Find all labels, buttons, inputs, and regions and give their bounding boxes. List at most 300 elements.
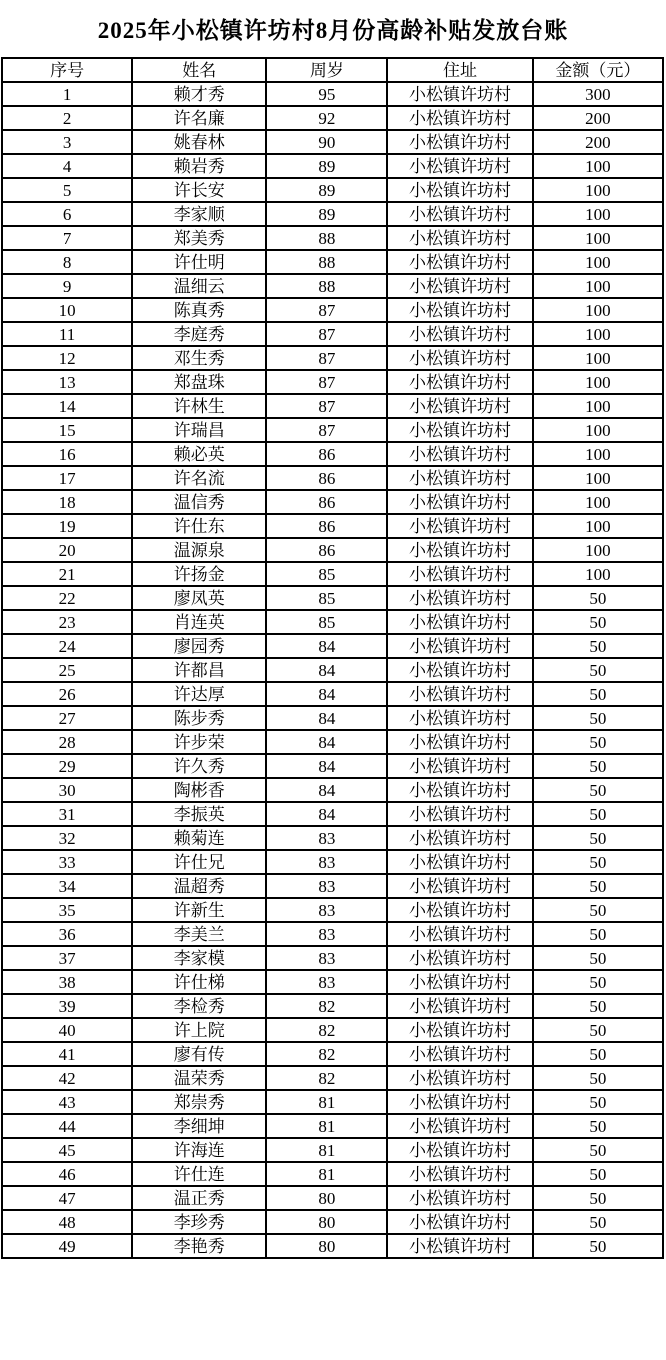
cell-name: 赖必英 (132, 442, 266, 466)
cell-age: 88 (266, 250, 387, 274)
table-row (2, 850, 663, 874)
table-row (2, 970, 663, 994)
cell-age: 81 (266, 1090, 387, 1114)
cell-amount: 50 (533, 874, 663, 898)
cell-serial: 38 (2, 970, 132, 994)
cell-amount: 200 (533, 130, 663, 154)
cell-address: 小松镇许坊村 (387, 418, 532, 442)
cell-amount: 50 (533, 850, 663, 874)
cell-name: 许仕明 (132, 250, 266, 274)
cell-amount: 50 (533, 634, 663, 658)
table-row (2, 1138, 663, 1162)
cell-serial: 11 (2, 322, 132, 346)
table-row (2, 634, 663, 658)
cell-address: 小松镇许坊村 (387, 1042, 532, 1066)
cell-address: 小松镇许坊村 (387, 946, 532, 970)
table-row (2, 1162, 663, 1186)
table-row (2, 370, 663, 394)
table-row (2, 1018, 663, 1042)
cell-serial: 18 (2, 490, 132, 514)
cell-serial: 34 (2, 874, 132, 898)
cell-serial: 17 (2, 466, 132, 490)
cell-address: 小松镇许坊村 (387, 154, 532, 178)
cell-name: 许名廉 (132, 106, 266, 130)
table-row (2, 1210, 663, 1234)
table-row (2, 154, 663, 178)
cell-name: 温细云 (132, 274, 266, 298)
cell-serial: 41 (2, 1042, 132, 1066)
cell-age: 84 (266, 682, 387, 706)
cell-address: 小松镇许坊村 (387, 298, 532, 322)
cell-address: 小松镇许坊村 (387, 562, 532, 586)
cell-name: 温超秀 (132, 874, 266, 898)
cell-serial: 5 (2, 178, 132, 202)
table-header-row (2, 58, 663, 82)
cell-name: 郑盘珠 (132, 370, 266, 394)
cell-serial: 25 (2, 658, 132, 682)
table-row (2, 874, 663, 898)
cell-address: 小松镇许坊村 (387, 106, 532, 130)
cell-amount: 100 (533, 418, 663, 442)
cell-address: 小松镇许坊村 (387, 1018, 532, 1042)
cell-name: 许达厚 (132, 682, 266, 706)
cell-amount: 50 (533, 658, 663, 682)
cell-name: 许都昌 (132, 658, 266, 682)
cell-serial: 31 (2, 802, 132, 826)
cell-age: 89 (266, 178, 387, 202)
cell-address: 小松镇许坊村 (387, 1090, 532, 1114)
cell-amount: 100 (533, 178, 663, 202)
cell-address: 小松镇许坊村 (387, 274, 532, 298)
cell-amount: 100 (533, 562, 663, 586)
cell-address: 小松镇许坊村 (387, 970, 532, 994)
cell-amount: 50 (533, 970, 663, 994)
cell-name: 许林生 (132, 394, 266, 418)
cell-name: 廖凤英 (132, 586, 266, 610)
table-row (2, 274, 663, 298)
cell-amount: 50 (533, 682, 663, 706)
cell-name: 李庭秀 (132, 322, 266, 346)
cell-name: 温正秀 (132, 1186, 266, 1210)
table-row (2, 1042, 663, 1066)
table-row (2, 1090, 663, 1114)
cell-serial: 4 (2, 154, 132, 178)
cell-serial: 10 (2, 298, 132, 322)
cell-age: 81 (266, 1138, 387, 1162)
column-header-name: 姓名 (132, 58, 266, 82)
cell-serial: 36 (2, 922, 132, 946)
subsidy-ledger-table (1, 57, 664, 1259)
cell-amount: 100 (533, 466, 663, 490)
table-row (2, 754, 663, 778)
cell-serial: 37 (2, 946, 132, 970)
table-row (2, 610, 663, 634)
cell-address: 小松镇许坊村 (387, 874, 532, 898)
cell-age: 85 (266, 586, 387, 610)
cell-age: 89 (266, 202, 387, 226)
column-header-address: 住址 (387, 58, 532, 82)
cell-address: 小松镇许坊村 (387, 586, 532, 610)
cell-address: 小松镇许坊村 (387, 922, 532, 946)
cell-serial: 26 (2, 682, 132, 706)
cell-amount: 50 (533, 1114, 663, 1138)
cell-name: 许上院 (132, 1018, 266, 1042)
cell-amount: 50 (533, 1066, 663, 1090)
cell-serial: 14 (2, 394, 132, 418)
cell-age: 80 (266, 1210, 387, 1234)
table-row (2, 490, 663, 514)
cell-name: 肖连英 (132, 610, 266, 634)
cell-serial: 19 (2, 514, 132, 538)
cell-serial: 13 (2, 370, 132, 394)
cell-age: 83 (266, 898, 387, 922)
page-title: 2025年小松镇许坊村8月份高龄补贴发放台账 (97, 18, 569, 43)
table-row (2, 562, 663, 586)
cell-amount: 50 (533, 1186, 663, 1210)
cell-address: 小松镇许坊村 (387, 778, 532, 802)
cell-amount: 50 (533, 1138, 663, 1162)
cell-serial: 49 (2, 1234, 132, 1258)
cell-address: 小松镇许坊村 (387, 538, 532, 562)
cell-address: 小松镇许坊村 (387, 322, 532, 346)
table-row (2, 442, 663, 466)
cell-amount: 100 (533, 394, 663, 418)
cell-age: 86 (266, 538, 387, 562)
cell-age: 80 (266, 1234, 387, 1258)
cell-address: 小松镇许坊村 (387, 226, 532, 250)
cell-name: 赖才秀 (132, 82, 266, 106)
cell-address: 小松镇许坊村 (387, 826, 532, 850)
cell-age: 87 (266, 298, 387, 322)
cell-amount: 100 (533, 442, 663, 466)
cell-address: 小松镇许坊村 (387, 1162, 532, 1186)
cell-name: 许海连 (132, 1138, 266, 1162)
cell-name: 李家模 (132, 946, 266, 970)
cell-amount: 100 (533, 322, 663, 346)
cell-age: 86 (266, 490, 387, 514)
cell-age: 87 (266, 418, 387, 442)
cell-name: 陶彬香 (132, 778, 266, 802)
table-row (2, 130, 663, 154)
cell-age: 89 (266, 154, 387, 178)
cell-address: 小松镇许坊村 (387, 1066, 532, 1090)
cell-amount: 100 (533, 298, 663, 322)
cell-address: 小松镇许坊村 (387, 202, 532, 226)
cell-name: 李美兰 (132, 922, 266, 946)
cell-age: 87 (266, 394, 387, 418)
cell-amount: 50 (533, 1210, 663, 1234)
cell-address: 小松镇许坊村 (387, 370, 532, 394)
table-row (2, 106, 663, 130)
table-row (2, 946, 663, 970)
cell-age: 92 (266, 106, 387, 130)
cell-name: 许名流 (132, 466, 266, 490)
column-header-age: 周岁 (266, 58, 387, 82)
table-row (2, 82, 663, 106)
cell-age: 90 (266, 130, 387, 154)
cell-name: 温荣秀 (132, 1066, 266, 1090)
cell-amount: 100 (533, 202, 663, 226)
table-row (2, 802, 663, 826)
cell-address: 小松镇许坊村 (387, 730, 532, 754)
table-row (2, 1234, 663, 1258)
cell-serial: 2 (2, 106, 132, 130)
cell-serial: 12 (2, 346, 132, 370)
table-row (2, 1186, 663, 1210)
table-row (2, 346, 663, 370)
cell-name: 许新生 (132, 898, 266, 922)
cell-serial: 45 (2, 1138, 132, 1162)
table-row (2, 658, 663, 682)
cell-serial: 43 (2, 1090, 132, 1114)
cell-amount: 50 (533, 706, 663, 730)
table-row (2, 706, 663, 730)
cell-name: 李振英 (132, 802, 266, 826)
cell-amount: 50 (533, 730, 663, 754)
cell-address: 小松镇许坊村 (387, 178, 532, 202)
cell-name: 温源泉 (132, 538, 266, 562)
cell-address: 小松镇许坊村 (387, 754, 532, 778)
cell-age: 85 (266, 610, 387, 634)
cell-serial: 16 (2, 442, 132, 466)
cell-address: 小松镇许坊村 (387, 1114, 532, 1138)
cell-address: 小松镇许坊村 (387, 610, 532, 634)
cell-address: 小松镇许坊村 (387, 130, 532, 154)
cell-serial: 20 (2, 538, 132, 562)
cell-serial: 48 (2, 1210, 132, 1234)
table-row (2, 538, 663, 562)
cell-age: 88 (266, 274, 387, 298)
cell-age: 83 (266, 946, 387, 970)
cell-name: 许扬金 (132, 562, 266, 586)
cell-name: 李检秀 (132, 994, 266, 1018)
cell-address: 小松镇许坊村 (387, 1186, 532, 1210)
cell-amount: 50 (533, 946, 663, 970)
table-row (2, 394, 663, 418)
cell-age: 81 (266, 1114, 387, 1138)
cell-amount: 50 (533, 1234, 663, 1258)
cell-serial: 39 (2, 994, 132, 1018)
cell-name: 许仕梯 (132, 970, 266, 994)
table-row (2, 226, 663, 250)
cell-serial: 8 (2, 250, 132, 274)
cell-name: 许步荣 (132, 730, 266, 754)
cell-serial: 29 (2, 754, 132, 778)
cell-amount: 50 (533, 778, 663, 802)
cell-address: 小松镇许坊村 (387, 898, 532, 922)
cell-name: 廖园秀 (132, 634, 266, 658)
cell-age: 84 (266, 778, 387, 802)
cell-name: 廖有传 (132, 1042, 266, 1066)
cell-amount: 50 (533, 922, 663, 946)
cell-address: 小松镇许坊村 (387, 394, 532, 418)
cell-amount: 50 (533, 586, 663, 610)
cell-amount: 100 (533, 490, 663, 514)
cell-address: 小松镇许坊村 (387, 514, 532, 538)
cell-serial: 42 (2, 1066, 132, 1090)
cell-amount: 50 (533, 1042, 663, 1066)
cell-age: 86 (266, 466, 387, 490)
table-row (2, 298, 663, 322)
cell-amount: 300 (533, 82, 663, 106)
cell-amount: 50 (533, 1162, 663, 1186)
cell-address: 小松镇许坊村 (387, 1210, 532, 1234)
cell-name: 姚春林 (132, 130, 266, 154)
cell-address: 小松镇许坊村 (387, 1234, 532, 1258)
table-row (2, 898, 663, 922)
cell-address: 小松镇许坊村 (387, 634, 532, 658)
cell-name: 李珍秀 (132, 1210, 266, 1234)
cell-address: 小松镇许坊村 (387, 466, 532, 490)
cell-name: 许久秀 (132, 754, 266, 778)
table-row (2, 1066, 663, 1090)
cell-name: 陈步秀 (132, 706, 266, 730)
cell-age: 83 (266, 970, 387, 994)
cell-serial: 30 (2, 778, 132, 802)
table-row (2, 778, 663, 802)
cell-amount: 100 (533, 514, 663, 538)
cell-amount: 50 (533, 610, 663, 634)
table-row (2, 922, 663, 946)
cell-age: 83 (266, 922, 387, 946)
cell-address: 小松镇许坊村 (387, 706, 532, 730)
cell-age: 81 (266, 1162, 387, 1186)
column-header-amount: 金额（元） (533, 58, 663, 82)
cell-name: 郑崇秀 (132, 1090, 266, 1114)
cell-address: 小松镇许坊村 (387, 442, 532, 466)
cell-serial: 9 (2, 274, 132, 298)
cell-amount: 50 (533, 1090, 663, 1114)
cell-serial: 32 (2, 826, 132, 850)
cell-name: 赖菊连 (132, 826, 266, 850)
cell-age: 82 (266, 994, 387, 1018)
cell-age: 88 (266, 226, 387, 250)
table-row (2, 418, 663, 442)
cell-name: 邓生秀 (132, 346, 266, 370)
cell-serial: 15 (2, 418, 132, 442)
cell-age: 87 (266, 322, 387, 346)
cell-amount: 50 (533, 826, 663, 850)
cell-amount: 100 (533, 370, 663, 394)
table-row (2, 250, 663, 274)
cell-address: 小松镇许坊村 (387, 1138, 532, 1162)
cell-age: 84 (266, 658, 387, 682)
table-row (2, 466, 663, 490)
cell-amount: 100 (533, 274, 663, 298)
cell-name: 许仕兄 (132, 850, 266, 874)
cell-name: 许仕东 (132, 514, 266, 538)
table-row (2, 322, 663, 346)
cell-address: 小松镇许坊村 (387, 346, 532, 370)
cell-age: 87 (266, 346, 387, 370)
cell-address: 小松镇许坊村 (387, 250, 532, 274)
cell-name: 陈真秀 (132, 298, 266, 322)
cell-amount: 50 (533, 1018, 663, 1042)
table-row (2, 1114, 663, 1138)
cell-serial: 40 (2, 1018, 132, 1042)
cell-age: 84 (266, 706, 387, 730)
cell-amount: 50 (533, 898, 663, 922)
cell-name: 李艳秀 (132, 1234, 266, 1258)
table-row (2, 682, 663, 706)
cell-age: 86 (266, 442, 387, 466)
cell-age: 83 (266, 850, 387, 874)
table-row (2, 730, 663, 754)
cell-address: 小松镇许坊村 (387, 82, 532, 106)
cell-amount: 50 (533, 802, 663, 826)
cell-serial: 27 (2, 706, 132, 730)
cell-serial: 23 (2, 610, 132, 634)
cell-amount: 100 (533, 226, 663, 250)
column-header-serial: 序号 (2, 58, 132, 82)
table-row (2, 826, 663, 850)
cell-amount: 100 (533, 538, 663, 562)
cell-name: 许长安 (132, 178, 266, 202)
cell-age: 86 (266, 514, 387, 538)
cell-address: 小松镇许坊村 (387, 802, 532, 826)
cell-amount: 50 (533, 994, 663, 1018)
cell-age: 84 (266, 634, 387, 658)
table-row (2, 994, 663, 1018)
table-row (2, 586, 663, 610)
table-row (2, 202, 663, 226)
cell-serial: 28 (2, 730, 132, 754)
cell-address: 小松镇许坊村 (387, 658, 532, 682)
cell-name: 许瑞昌 (132, 418, 266, 442)
cell-serial: 7 (2, 226, 132, 250)
cell-address: 小松镇许坊村 (387, 994, 532, 1018)
cell-amount: 100 (533, 154, 663, 178)
cell-age: 80 (266, 1186, 387, 1210)
cell-age: 87 (266, 370, 387, 394)
cell-age: 84 (266, 730, 387, 754)
cell-serial: 33 (2, 850, 132, 874)
cell-serial: 47 (2, 1186, 132, 1210)
cell-age: 82 (266, 1042, 387, 1066)
cell-address: 小松镇许坊村 (387, 682, 532, 706)
cell-serial: 24 (2, 634, 132, 658)
cell-age: 95 (266, 82, 387, 106)
cell-name: 李家顺 (132, 202, 266, 226)
cell-serial: 35 (2, 898, 132, 922)
cell-age: 83 (266, 874, 387, 898)
cell-serial: 44 (2, 1114, 132, 1138)
cell-amount: 100 (533, 250, 663, 274)
cell-serial: 21 (2, 562, 132, 586)
cell-amount: 100 (533, 346, 663, 370)
cell-age: 82 (266, 1018, 387, 1042)
cell-age: 83 (266, 826, 387, 850)
cell-serial: 46 (2, 1162, 132, 1186)
cell-amount: 200 (533, 106, 663, 130)
cell-name: 李细坤 (132, 1114, 266, 1138)
cell-name: 许仕连 (132, 1162, 266, 1186)
cell-serial: 3 (2, 130, 132, 154)
cell-name: 郑美秀 (132, 226, 266, 250)
table-row (2, 514, 663, 538)
table-body (2, 82, 663, 1258)
cell-name: 温信秀 (132, 490, 266, 514)
cell-serial: 1 (2, 82, 132, 106)
cell-address: 小松镇许坊村 (387, 490, 532, 514)
cell-serial: 22 (2, 586, 132, 610)
cell-age: 82 (266, 1066, 387, 1090)
cell-amount: 50 (533, 754, 663, 778)
table-row (2, 178, 663, 202)
cell-age: 85 (266, 562, 387, 586)
cell-serial: 6 (2, 202, 132, 226)
cell-address: 小松镇许坊村 (387, 850, 532, 874)
